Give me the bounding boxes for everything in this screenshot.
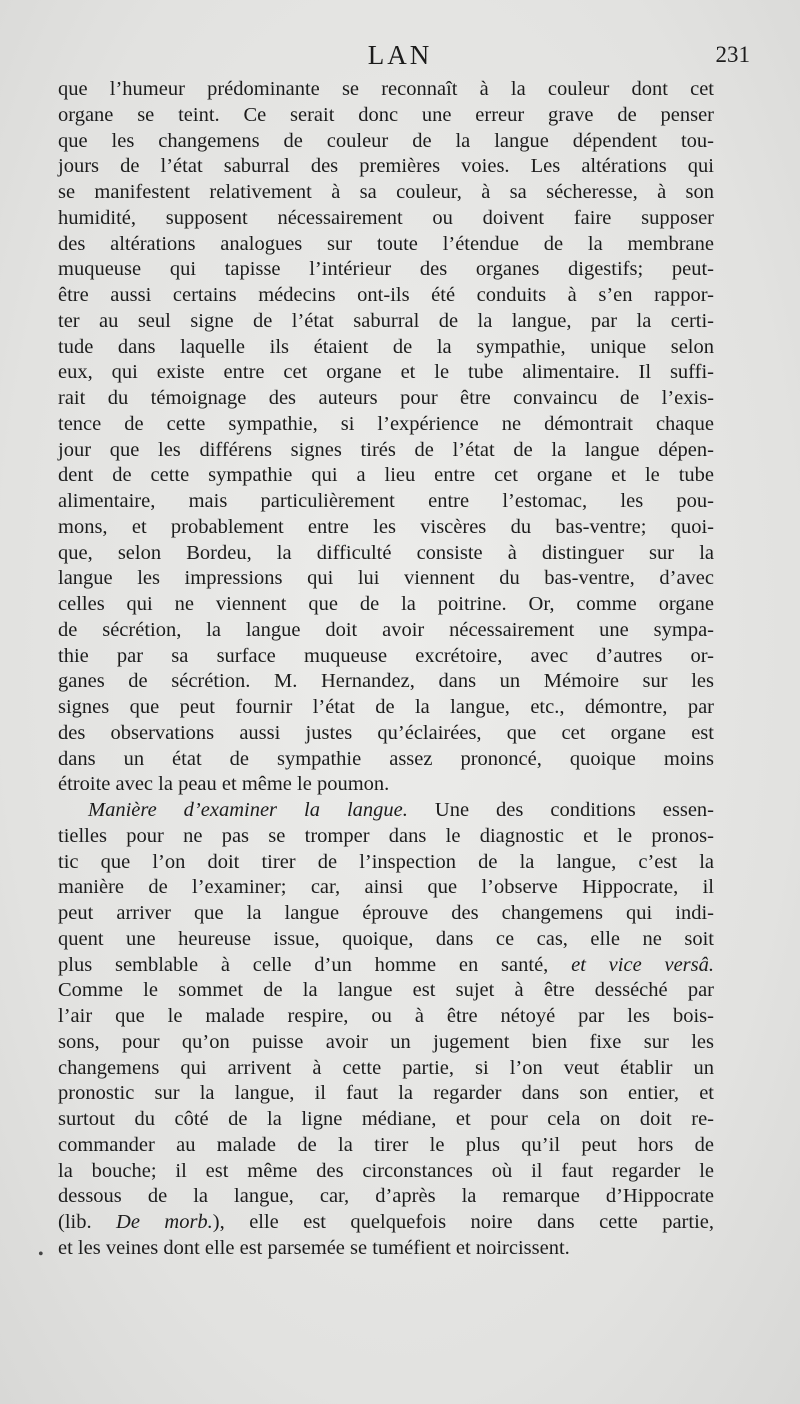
text-segment: jours de l’état saburral des premières voies. Les altérations qui: [58, 155, 714, 178]
italic-text: et vice versâ.: [571, 953, 714, 976]
text-line: [58, 335, 714, 361]
text-segment: sons, pour qu’on puisse avoir un jugement bien fixe sur les: [58, 1030, 714, 1053]
text-segment: se manifestent relativement à sa couleur, à sa sécheresse, à son: [58, 181, 714, 203]
text-line: [58, 541, 714, 567]
text-line: [58, 695, 714, 721]
text-segment: celles qui ne viennent que de la poitrine. Or, comme organe: [58, 593, 714, 615]
text-line: [58, 463, 714, 489]
text-line: [58, 1004, 714, 1030]
text-line: [58, 1107, 714, 1133]
text-segment: l’air que le malade respire, ou à être nétoyé par les bois-: [58, 1005, 714, 1027]
text-segment: ter au seul signe de l’état saburral de la langue, par la certi-: [58, 309, 714, 332]
text-line: [58, 515, 714, 541]
text-segment: eux, qui existe entre cet organe et le tube alimentaire. Il suffi-: [58, 361, 714, 384]
text-segment: pronostic sur la langue, il faut la regarder dans son entier, et: [58, 1082, 714, 1105]
text-segment: rait du témoignage des auteurs pour être convaincu de l’exis-: [58, 387, 714, 409]
text-line: [58, 257, 714, 283]
page-header: [0, 40, 800, 72]
text-line: [58, 901, 714, 927]
text-segment: des observations aussi justes qu’éclairées, que cet organe est: [58, 721, 714, 744]
text-segment: signes que peut fournir l’état de la langue, etc., démontre, par: [58, 696, 714, 718]
text-segment: dessous de la langue, car, d’après la remarque d’Hippocrate: [58, 1185, 714, 1208]
text-line: [58, 1030, 714, 1056]
text-line: [58, 721, 714, 747]
text-line: [58, 309, 714, 335]
text-line: [58, 1159, 714, 1185]
text-segment: thie par sa surface muqueuse excrétoire, avec d’autres or-: [58, 644, 714, 667]
text-line: [58, 1236, 714, 1262]
text-segment: plus semblable à celle d’un homme en santé,: [58, 953, 572, 976]
text-segment: dans un état de sympathie assez prononcé, quoique moins: [58, 747, 714, 770]
text-segment: tic que l’on doit tirer de l’inspection de la langue, c’est la: [58, 850, 714, 873]
text-line: [58, 77, 714, 103]
text-line: [58, 927, 714, 953]
text-segment: humidité, supposent nécessairement ou doivent faire supposer: [58, 206, 714, 229]
page-number: 231: [715, 42, 750, 67]
text-line: [58, 1081, 714, 1107]
text-line: [58, 978, 714, 1004]
text-segment: manière de l’examiner; car, ainsi que l’observe Hippocrate, il: [58, 876, 714, 899]
body-text: [58, 77, 714, 1262]
text-segment: alimentaire, mais particulièrement entre l’estomac, les pou-: [58, 490, 714, 512]
text-segment: mons, et probablement entre les viscères du bas-ventre; quoi-: [58, 515, 714, 538]
text-segment: commander au malade de la tirer le plus qu’il peut hors de: [58, 1133, 714, 1156]
text-line: [58, 412, 714, 438]
text-segment: que, selon Bordeu, la difficulté consiste à distinguer sur la: [58, 541, 714, 564]
text-segment: tielles pour ne pas se tromper dans le diagnostic et le pronos-: [58, 824, 714, 847]
text-segment: changemens qui arrivent à cette partie, si l’on veut établir un: [58, 1056, 714, 1079]
text-segment: muqueuse qui tapisse l’intérieur des organes digestifs; peut-: [58, 258, 714, 281]
text-segment: (lib.: [58, 1211, 117, 1233]
text-line: [58, 180, 714, 206]
text-line: [58, 772, 714, 798]
text-segment: ), elle est quelquefois noire dans cette partie,: [212, 1211, 715, 1233]
ink-speck: •: [38, 1246, 44, 1263]
text-line: [58, 592, 714, 618]
text-line: [58, 232, 714, 258]
text-segment: quent une heureuse issue, quoique, dans ce cas, elle ne soit: [58, 927, 714, 950]
text-line: [58, 1133, 714, 1159]
italic-text: De morb.: [116, 1211, 213, 1233]
text-line: [58, 438, 714, 464]
italic-text: Manière d’examiner la langue.: [88, 799, 408, 821]
text-line: [58, 154, 714, 180]
text-line: [58, 1210, 714, 1236]
text-segment: que les changemens de couleur de la langue dépendent tou-: [58, 129, 714, 152]
text-line: [58, 1056, 714, 1082]
text-segment: ganes de sécrétion. M. Hernandez, dans un Mémoire sur les: [58, 670, 714, 693]
text-segment: peut arriver que la langue éprouve des changemens qui indi-: [58, 902, 714, 924]
text-segment: jour que les différens signes tirés de l’état de la langue dépen-: [58, 438, 714, 461]
text-line: [58, 283, 714, 309]
text-line: [58, 360, 714, 386]
text-segment: et les veines dont elle est parsemée se tuméfient et noircissent.: [58, 1236, 570, 1259]
text-segment: surtout du côté de la ligne médiane, et pour cela on doit re-: [58, 1108, 714, 1130]
running-head: LAN: [367, 40, 433, 70]
text-line: [58, 129, 714, 155]
text-line: [58, 1184, 714, 1210]
text-segment: Une des conditions essen-: [407, 799, 714, 821]
text-line: [58, 798, 714, 824]
text-line: [58, 618, 714, 644]
text-segment: de sécrétion, la langue doit avoir nécessairement une sympa-: [58, 618, 714, 641]
text-segment: étroite avec la peau et même le poumon.: [58, 773, 390, 796]
text-line: [58, 644, 714, 670]
text-segment: langue les impressions qui lui viennent du bas-ventre, d’avec: [58, 567, 714, 590]
text-segment: organe se teint. Ce serait donc une erreur grave de penser: [58, 103, 714, 126]
text-segment: que l’humeur prédominante se reconnaît à la couleur dont cet: [58, 78, 714, 100]
text-segment: être aussi certains médecins ont-ils été conduits à s’en rappor-: [58, 284, 714, 306]
text-segment: des altérations analogues sur toute l’étendue de la membrane: [58, 232, 714, 255]
text-segment: la bouche; il est même des circonstances où il faut regarder le: [58, 1159, 714, 1182]
text-line: [58, 747, 714, 773]
text-segment: tude dans laquelle ils étaient de la sympathie, unique selon: [58, 335, 714, 358]
text-line: [58, 824, 714, 850]
text-line: [58, 850, 714, 876]
text-line: [58, 669, 714, 695]
text-line: [58, 386, 714, 412]
text-line: [58, 489, 714, 515]
text-line: [58, 103, 714, 129]
text-line: [58, 875, 714, 901]
text-segment: dent de cette sympathie qui a lieu entre cet organe et le tube: [58, 464, 714, 487]
text-line: [58, 206, 714, 232]
text-line: [58, 566, 714, 592]
text-line: [58, 953, 714, 979]
text-segment: tence de cette sympathie, si l’expérience ne démontrait chaque: [58, 412, 714, 435]
text-segment: Comme le sommet de la langue est sujet à être desséché par: [58, 979, 714, 1002]
